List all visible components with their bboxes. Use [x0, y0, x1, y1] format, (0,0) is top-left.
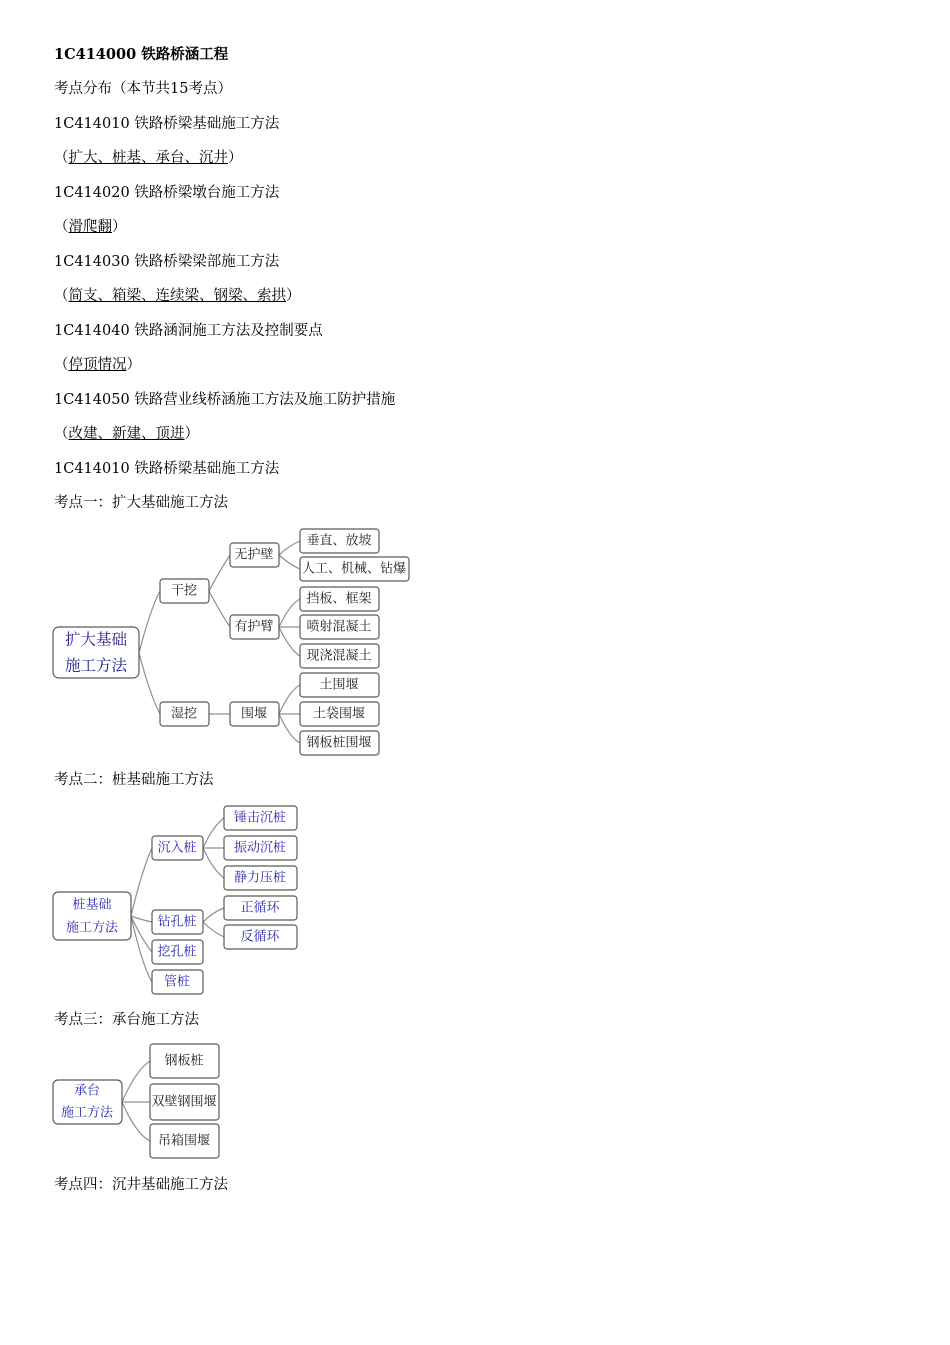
- root-node: [53, 627, 139, 678]
- root-label-line1: 桩基础: [72, 897, 112, 913]
- leaf-node: [300, 673, 379, 697]
- section-heading-1: 1C414010 铁路桥梁基础施工方法: [54, 116, 280, 132]
- node-dig-pile: [152, 940, 203, 964]
- section-heading-repeat: 1C414010 铁路桥梁基础施工方法: [54, 461, 280, 477]
- node-tube-pile: [152, 970, 203, 994]
- node-no-wall: [230, 543, 279, 567]
- section-keywords-1: （扩大、桩基、承台、沉井）: [54, 150, 243, 166]
- svg-text:吊箱围堰: 吊箱围堰: [157, 1133, 211, 1149]
- svg-text:挡板、框架: 挡板、框架: [306, 591, 372, 607]
- svg-text:土围堰: 土围堰: [319, 677, 359, 693]
- svg-text:管桩: 管桩: [163, 974, 191, 990]
- root-label-line2: 施工方法: [65, 920, 119, 936]
- svg-text:围堰: 围堰: [240, 706, 268, 722]
- root-node: [53, 892, 131, 940]
- svg-text:土袋围堰: 土袋围堰: [312, 706, 366, 722]
- section-heading-2: 1C414020 铁路桥梁墩台施工方法: [54, 185, 280, 201]
- root-label-line2: 施工方法: [60, 1105, 114, 1121]
- node-with-wall: [230, 615, 279, 639]
- diagram-spread-foundation: [53, 529, 409, 755]
- leaf-node: [300, 731, 379, 755]
- page-title: 1C414000 铁路桥涵工程: [54, 46, 229, 63]
- svg-text:湿挖: 湿挖: [170, 706, 198, 722]
- diagram-pile-foundation: [53, 806, 297, 994]
- section-keywords-5: （改建、新建、顶进）: [54, 426, 199, 442]
- leaf-node: [300, 529, 379, 553]
- svg-text:喷射混凝土: 喷射混凝土: [306, 619, 372, 635]
- leaf-node: [300, 557, 409, 581]
- svg-text:干挖: 干挖: [170, 583, 198, 599]
- svg-text:垂直、放坡: 垂直、放坡: [306, 533, 372, 549]
- leaf-node: [224, 806, 297, 830]
- svg-text:振动沉桩: 振动沉桩: [233, 840, 287, 856]
- section-heading-5: 1C414050 铁路营业线桥涵施工方法及施工防护措施: [54, 392, 396, 408]
- point-2-title: 考点二：桩基础施工方法: [54, 772, 214, 788]
- node-drill-pile: [152, 910, 203, 934]
- leaf-node: [224, 836, 297, 860]
- point-3-title: 考点三：承台施工方法: [54, 1012, 199, 1028]
- svg-text:正循环: 正循环: [240, 900, 280, 916]
- section-keywords-2: （滑爬翻）: [54, 219, 127, 235]
- root-label-line1: 扩大基础: [64, 630, 128, 649]
- root-label-line1: 承台: [73, 1083, 101, 1099]
- leaf-node: [150, 1124, 219, 1158]
- leaf-node: [300, 702, 379, 726]
- distribution-line: 考点分布（本节共15考点）: [54, 81, 232, 97]
- leaf-node: [224, 896, 297, 920]
- svg-text:钢板桩: 钢板桩: [164, 1053, 204, 1069]
- svg-text:沉入桩: 沉入桩: [157, 840, 197, 856]
- point-4-title: 考点四：沉井基础施工方法: [54, 1177, 228, 1193]
- svg-text:反循环: 反循环: [240, 929, 280, 945]
- svg-text:挖孔桩: 挖孔桩: [157, 944, 197, 960]
- leaf-node: [300, 644, 379, 668]
- root-node: [53, 1080, 122, 1124]
- svg-text:锤击沉桩: 锤击沉桩: [233, 810, 287, 826]
- leaf-node: [300, 587, 379, 611]
- node-sink-pile: [152, 836, 203, 860]
- section-keywords-4: （停顶情况）: [54, 357, 141, 373]
- leaf-node: [224, 866, 297, 890]
- svg-text:钻孔桩: 钻孔桩: [157, 914, 197, 930]
- svg-text:钢板桩围堰: 钢板桩围堰: [306, 735, 372, 751]
- leaf-node: [224, 925, 297, 949]
- node-cofferdam: [230, 702, 279, 726]
- node-wet-dig: [160, 702, 209, 726]
- svg-text:无护壁: 无护壁: [234, 547, 274, 563]
- svg-text:现浇混凝土: 现浇混凝土: [306, 648, 372, 664]
- leaf-node: [150, 1044, 219, 1078]
- svg-text:静力压桩: 静力压桩: [233, 870, 287, 886]
- section-keywords-3: （简支、箱梁、连续梁、钢梁、索拱）: [54, 288, 301, 304]
- root-label-line2: 施工方法: [64, 656, 128, 675]
- svg-text:人工、机械、钻爆: 人工、机械、钻爆: [301, 561, 407, 577]
- leaf-node: [300, 615, 379, 639]
- svg-text:双壁钢围堰: 双壁钢围堰: [151, 1094, 217, 1110]
- section-heading-3: 1C414030 铁路桥梁梁部施工方法: [54, 254, 280, 270]
- svg-text:有护臂: 有护臂: [234, 619, 274, 635]
- diagram-pile-cap: [53, 1044, 219, 1158]
- node-dry-dig: [160, 579, 209, 603]
- point-1-title: 考点一：扩大基础施工方法: [54, 495, 228, 511]
- leaf-node: [150, 1084, 219, 1120]
- section-heading-4: 1C414040 铁路涵洞施工方法及控制要点: [54, 323, 323, 339]
